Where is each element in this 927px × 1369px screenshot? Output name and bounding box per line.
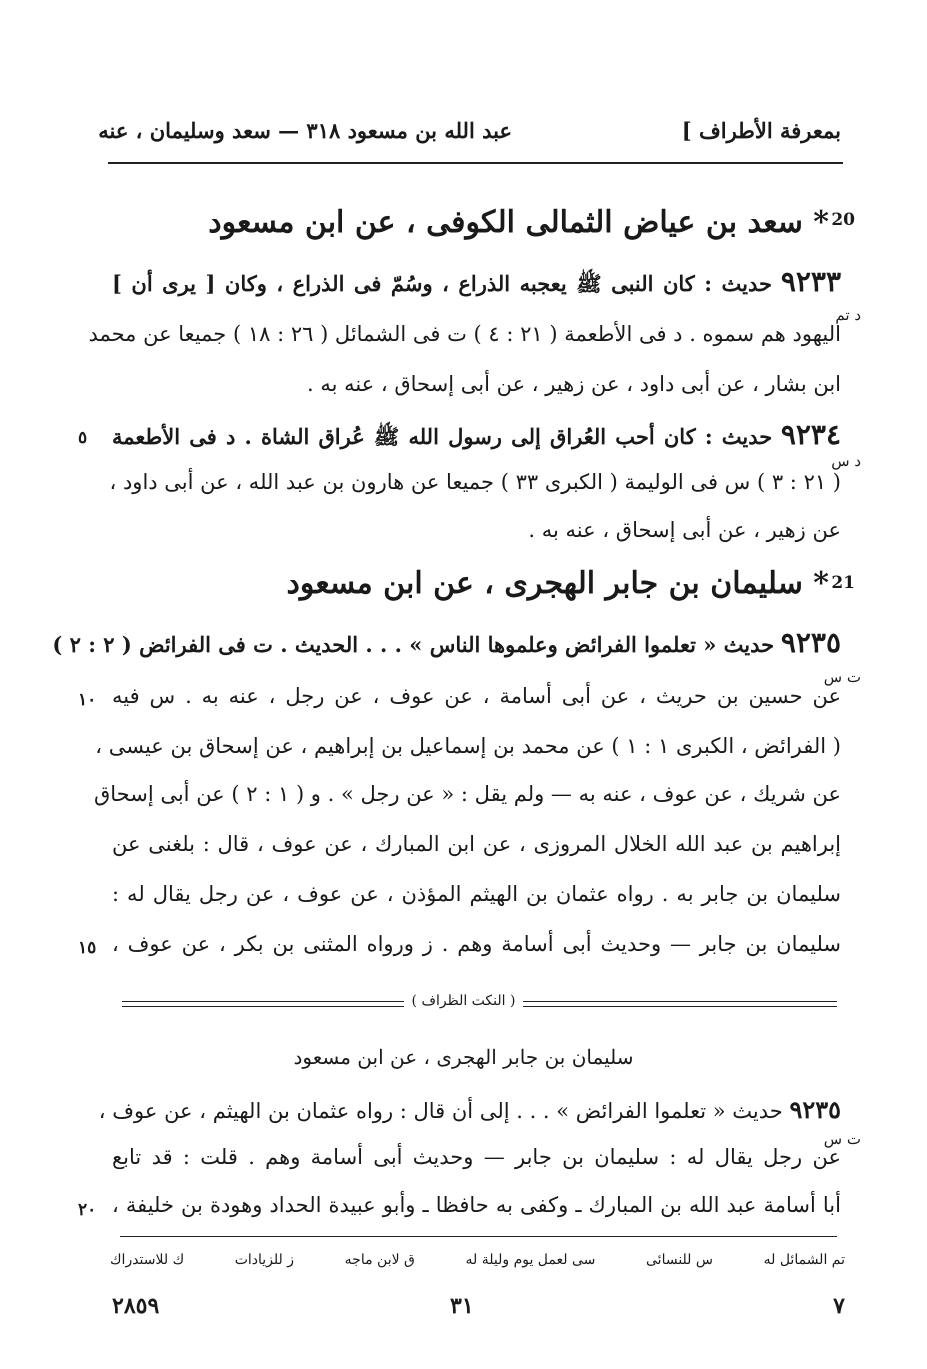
text-line: إبراهيم بن عبد الله الخلال المروزى ، عن ابن المبارك ، عن عوف ، قال : بلغنى عن <box>112 832 841 856</box>
text-line: ( الفرائض ، الكبرى ١ : ١ ) عن محمد بن إسماعيل بن إبراهيم ، عن إسحاق بن عيسى ، <box>95 734 841 758</box>
hadith-number: ٩٢٣٥ <box>780 626 841 659</box>
margin-siglum: ت س <box>823 668 861 686</box>
hadith-number: ٩٢٣٣ <box>780 265 841 298</box>
line-number: ٥ <box>78 428 88 448</box>
abbreviation-item: تم الشمائل له <box>763 1252 845 1268</box>
abbreviation-item: ق لابن ماجه <box>344 1252 415 1268</box>
separator-label-wrap <box>0 990 927 1009</box>
nukat-heading: سليمان بن جابر الهجرى ، عن ابن مسعود <box>293 1045 634 1069</box>
abbreviation-item: ك للاستدراك <box>110 1252 185 1268</box>
line-number: ١٥ <box>78 938 97 958</box>
margin-siglum: د تم <box>835 306 861 324</box>
section-number: 21 <box>831 573 855 593</box>
line-number: ٢٠ <box>78 1200 97 1220</box>
margin-siglum: د س <box>831 452 861 470</box>
running-total-number: ٢٨٥٩ <box>112 1293 160 1319</box>
text-line: عن رجل يقال له : سليمان بن جابر — وحديث أبى أسامة وهم . قلت : قد تابع <box>112 1145 841 1169</box>
text-line: سليمان بن جابر به . رواه عثمان بن الهيثم المؤذن ، عن عوف ، عن رجل يقال له : <box>112 882 841 906</box>
hadith-text: حديث : كان النبى ﷺ يعجبه الذراع ، وسُمّ فى الذراع ، وكان [ يرى أن ] <box>112 271 772 296</box>
section-title: * سعد بن عياض الثمالى الكوفى ، عن ابن مسعود <box>208 205 829 240</box>
abbreviation-item: ز للزيادات <box>234 1252 295 1268</box>
hadith-number: ٩٢٣٥ <box>789 1095 841 1124</box>
text-line <box>112 418 841 455</box>
text-line: عن شريك ، عن عوف ، عنه به — ولم يقل : « عن رجل » . و ( ١ : ٢ ) عن أبى إسحاق <box>93 782 841 806</box>
section-number: 20 <box>831 210 855 230</box>
text-line: سليمان بن جابر — وحديث أبى أسامة وهم . ز ورواه المثنى بن بكر ، عن عوف ، <box>112 932 841 956</box>
text-line <box>98 1095 841 1124</box>
abbreviation-legend <box>110 1252 845 1268</box>
header-book-title: بمعرفة الأطراف ] <box>681 118 841 143</box>
header-chapter-title: عبد الله بن مسعود ٣١٨ — سعد وسليمان ، عنه <box>98 118 512 143</box>
text-line: عن حسين بن حريث ، عن أبى أسامة ، عن عوف ، عن رجل ، عنه به . س فيه <box>112 684 841 708</box>
text-line: عن زهير ، عن أبى إسحاق ، عنه به . <box>528 518 841 542</box>
text-line: أبا أسامة عبد الله بن المبارك ـ وكفى به حافظا ـ وأبو عبيدة الحداد وهودة بن خليفة ، <box>112 1193 841 1217</box>
footnote-rule <box>120 1236 837 1237</box>
text-line: ابن بشار ، عن أبى داود ، عن زهير ، عن أبى إسحاق ، عنه به . <box>306 372 841 396</box>
text-line: اليهود هم سموه . د فى الأطعمة ( ٢١ : ٤ ) ت فى الشمائل ( ٢٦ : ١٨ ) جميعا عن محمد <box>88 322 841 346</box>
hadith-text: حديث « تعلموا الفرائض » . . . إلى أن قال : رواه عثمان بن الهيثم ، عن عوف ، <box>98 1099 783 1123</box>
header-rule <box>108 162 843 164</box>
separator-label: ( النكت الظراف ) <box>404 993 524 1009</box>
section-title: * سليمان بن جابر الهجرى ، عن ابن مسعود <box>286 566 829 601</box>
hadith-text: حديث : كان أحب العُراق إلى رسول الله ﷺ عُراق الشاة . د فى الأطعمة <box>112 424 773 449</box>
margin-siglum: ت س <box>823 1130 861 1148</box>
text-line <box>52 626 841 659</box>
volume-number: ٧ <box>833 1293 845 1319</box>
text-line: ( ٢١ : ٣ ) س فى الوليمة ( الكبرى ٣٣ ) جميعا عن هارون بن عبد الله ، عن أبى داود ، <box>109 470 841 494</box>
text-line <box>112 265 841 302</box>
hadith-text: حديث « تعلموا الفرائض وعلموها الناس » . . . الحديث . ت فى الفرائض ( ٢ : ٢ ) <box>52 632 775 657</box>
abbreviation-item: س للنسائى <box>646 1252 713 1268</box>
page-number: ٣١ <box>450 1293 474 1319</box>
abbreviation-item: سى لعمل يوم وليلة له <box>465 1252 596 1268</box>
hadith-number: ٩٢٣٤ <box>780 418 841 451</box>
line-number: ١٠ <box>78 690 97 710</box>
